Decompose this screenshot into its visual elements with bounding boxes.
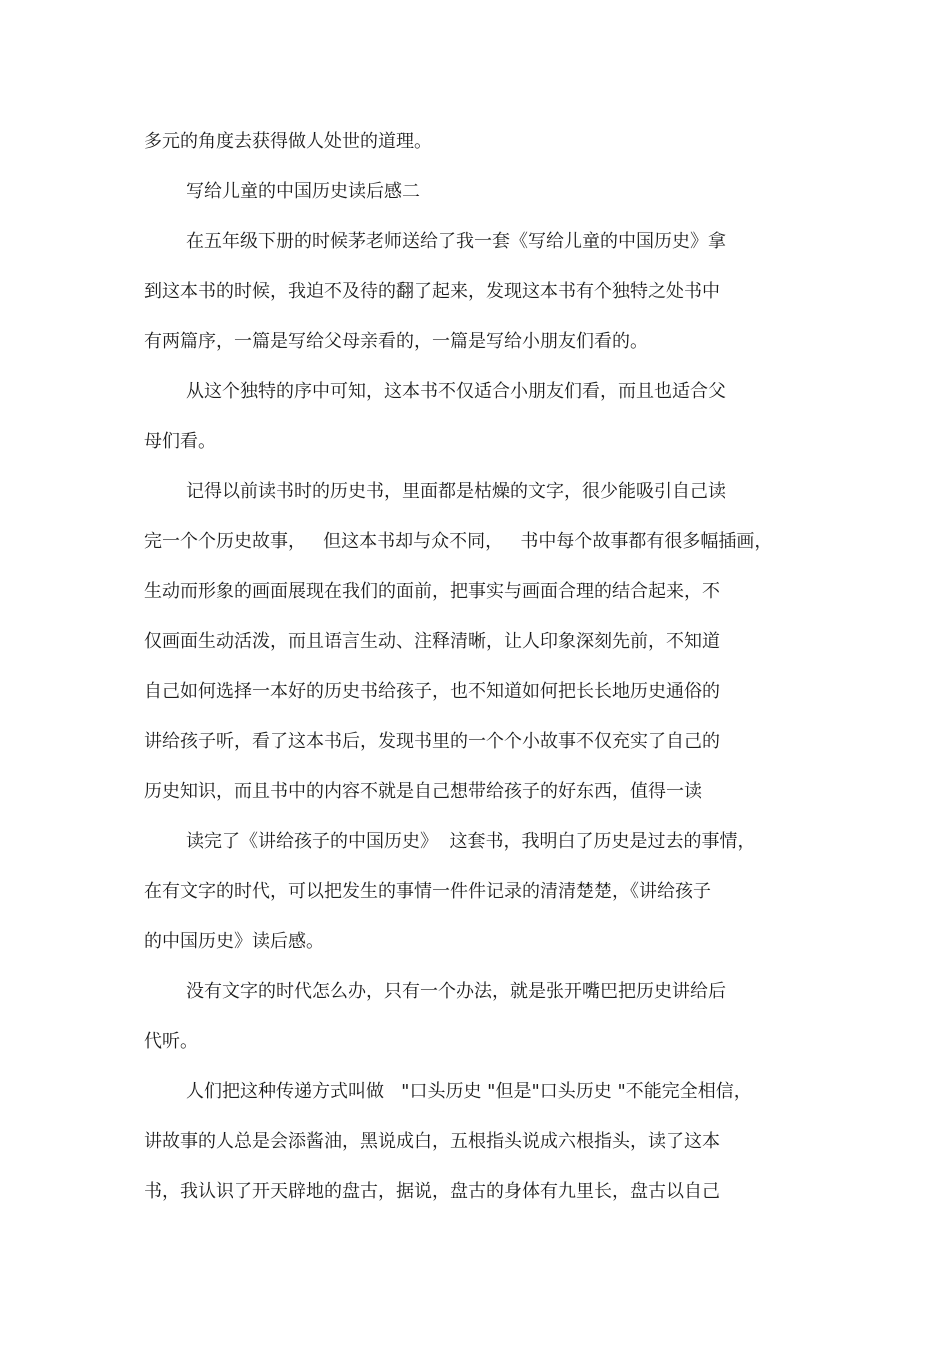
- text-line: 历史知识，而且书中的内容不就是自己想带给孩子的好东西，值得一读: [144, 781, 702, 802]
- text-line: 的中国历史》读后感。: [144, 931, 324, 952]
- text-line: 讲给孩子听，看了这本书后，发现书里的一个个小故事不仅充实了自己的: [144, 731, 720, 752]
- text-line: 书，我认识了开天辟地的盘古，据说，盘古的身体有九里长，盘古以自己: [144, 1181, 720, 1202]
- section-heading: 写给儿童的中国历史读后感二: [186, 181, 420, 202]
- text-line: 完一个个历史故事， 但这本书却与众不同， 书中每个故事都有很多幅插画，: [144, 531, 773, 552]
- text-line: 自己如何选择一本好的历史书给孩子，也不知道如何把长长地历史通俗的: [144, 681, 720, 702]
- text-line: 到这本书的时候，我迫不及待的翻了起来，发现这本书有个独特之处书中: [144, 281, 720, 302]
- text-line: 从这个独特的序中可知，这本书不仅适合小朋友们看，而且也适合父: [186, 381, 726, 402]
- text-line: 读完了《讲给孩子的中国历史》 这套书，我明白了历史是过去的事情，: [186, 831, 756, 852]
- text-line: 没有文字的时代怎么办，只有一个办法，就是张开嘴巴把历史讲给后: [186, 981, 726, 1002]
- text-line: 在五年级下册的时候茅老师送给了我一套《写给儿童的中国历史》拿: [186, 231, 726, 252]
- text-line: 人们把这种传递方式叫做 "口头历史 "但是"口头历史 "不能完全相信，: [186, 1081, 752, 1102]
- text-line: 仅画面生动活泼，而且语言生动、注释清晰，让人印象深刻先前，不知道: [144, 631, 720, 652]
- text-line: 有两篇序，一篇是写给父母亲看的，一篇是写给小朋友们看的。: [144, 331, 648, 352]
- text-line: 记得以前读书时的历史书，里面都是枯燥的文字，很少能吸引自己读: [186, 481, 726, 502]
- text-line: 讲故事的人总是会添酱油，黑说成白，五根指头说成六根指头，读了这本: [144, 1131, 720, 1152]
- text-line: 多元的角度去获得做人处世的道理。: [144, 131, 432, 152]
- text-line: 母们看。: [144, 431, 216, 452]
- text-line: 代听。: [144, 1031, 198, 1052]
- text-line: 在有文字的时代，可以把发生的事情一件件记录的清清楚楚，《讲给孩子: [144, 881, 711, 902]
- text-line: 生动而形象的画面展现在我们的面前，把事实与画面合理的结合起来，不: [144, 581, 720, 602]
